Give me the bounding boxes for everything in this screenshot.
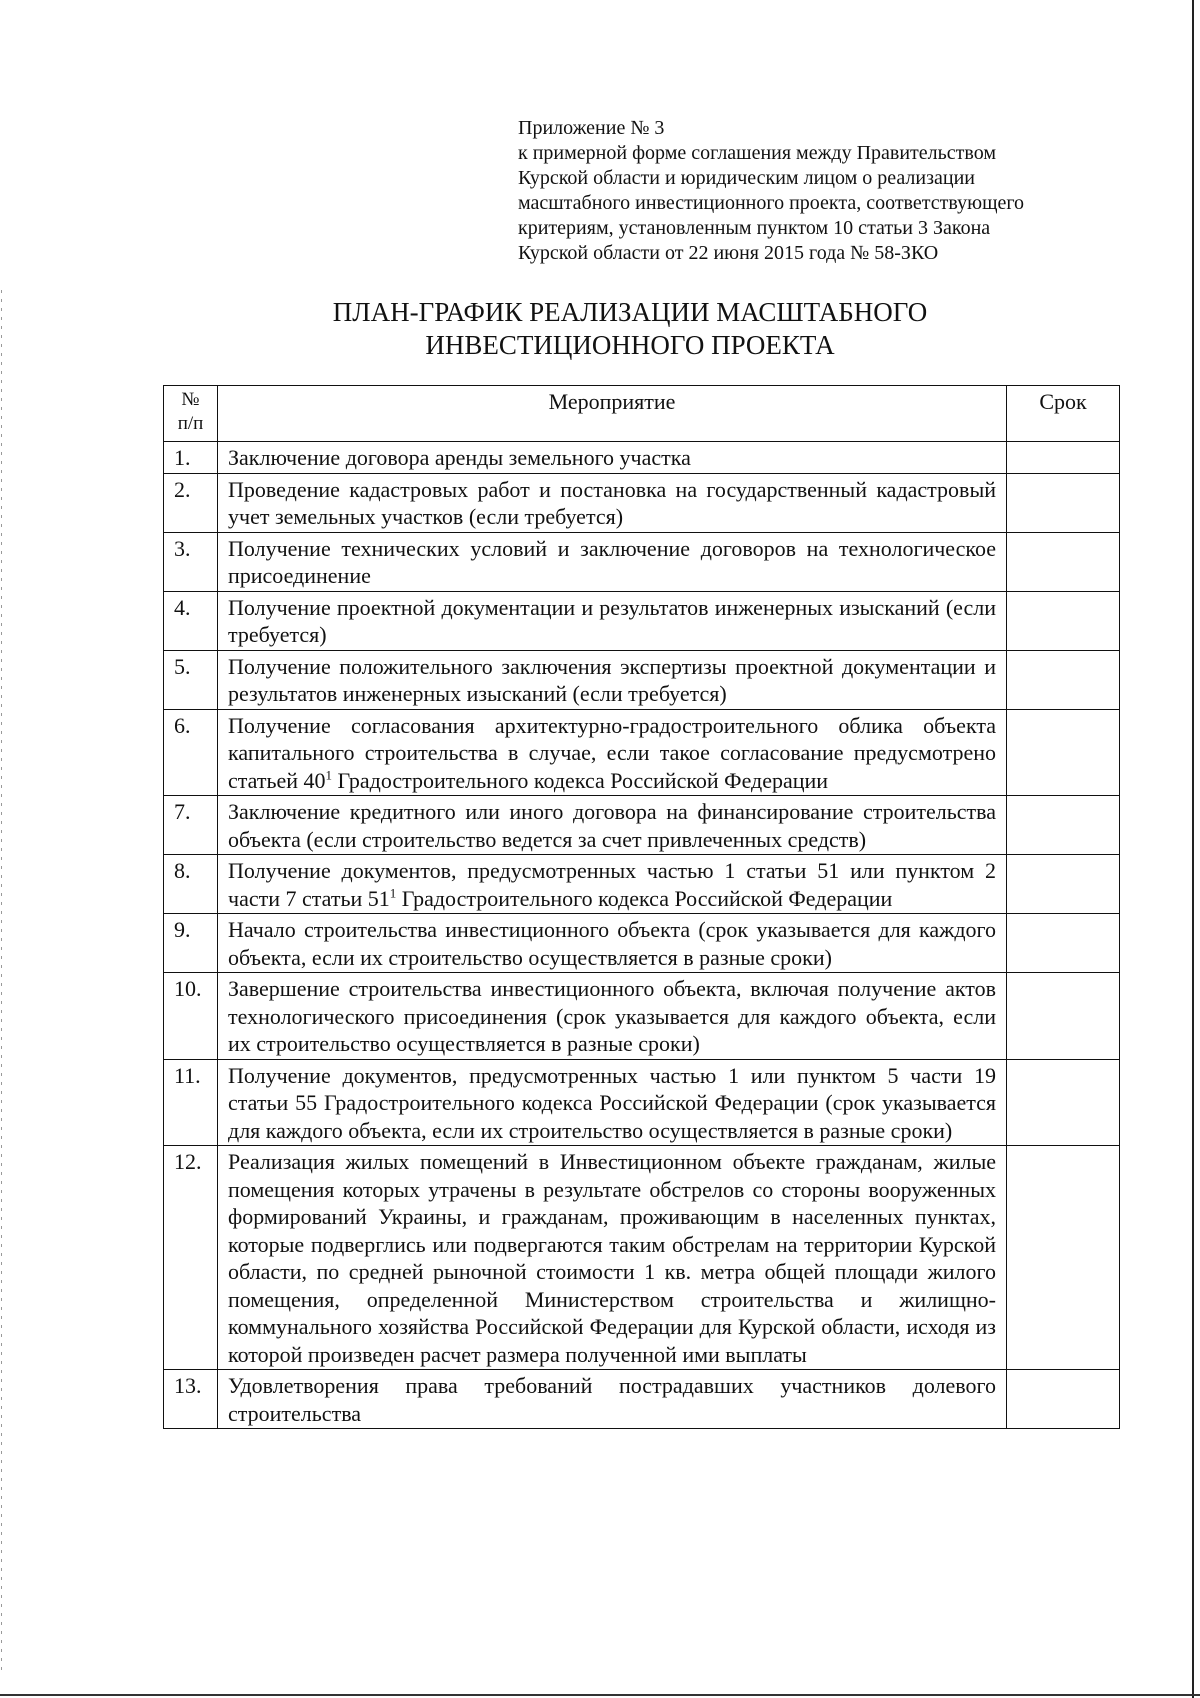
row-event xyxy=(218,855,1007,914)
header-number-sign: № xyxy=(181,389,200,410)
annex-header xyxy=(518,116,1118,266)
row-term xyxy=(1007,973,1120,1060)
row-term xyxy=(1007,442,1120,474)
superscript: 1 xyxy=(325,767,333,783)
row-event-text: Получение документов, предусмотренных частью 1 статьи 51 или пунктом 2 части 7 статьи 51 xyxy=(228,858,996,911)
title-line-1: ПЛАН-ГРАФИК РЕАЛИЗАЦИИ МАСШТАБНОГО xyxy=(332,297,928,327)
row-event: Заключение договора аренды земельного участка xyxy=(218,442,1007,474)
row-event-text: Градостроительного кодекса Российской Федерации xyxy=(396,885,893,911)
row-event: Завершение строительства инвестиционного объекта, включая получение актов технологического присоединения (срок указывается для каждого объекта, если их строительство осуществляется в разные сроки) xyxy=(218,973,1007,1060)
row-number: 3. xyxy=(164,532,218,591)
table-row xyxy=(164,532,1120,591)
row-number: 9. xyxy=(164,914,218,973)
row-event-text: Получение согласования архитектурно-градостроительного облика объекта капитального строительства в случае, если такое согласование предусмотрено статьей 40 xyxy=(228,712,996,793)
row-term xyxy=(1007,1059,1120,1146)
row-term xyxy=(1007,473,1120,532)
table-row xyxy=(164,591,1120,650)
row-term xyxy=(1007,1146,1120,1370)
scan-edge-right xyxy=(1192,0,1194,1698)
row-number: 12. xyxy=(164,1146,218,1370)
row-event: Проведение кадастровых работ и постановка на государственный кадастровый учет земельных участков (если требуется) xyxy=(218,473,1007,532)
row-number: 11. xyxy=(164,1059,218,1146)
row-event: Получение проектной документации и результатов инженерных изысканий (если требуется) xyxy=(218,591,1007,650)
row-term xyxy=(1007,855,1120,914)
document-title xyxy=(230,296,1030,362)
row-number: 5. xyxy=(164,650,218,709)
table-header-row xyxy=(164,386,1120,442)
table-row xyxy=(164,1146,1120,1370)
row-event: Получение технических условий и заключение договоров на технологическое присоединение xyxy=(218,532,1007,591)
table-row xyxy=(164,796,1120,855)
header-number xyxy=(164,386,218,442)
scan-edge-left xyxy=(1,290,2,1670)
row-event-text: Градостроительного кодекса Российской Федерации xyxy=(332,767,829,793)
row-number: 1. xyxy=(164,442,218,474)
row-term xyxy=(1007,650,1120,709)
row-term xyxy=(1007,914,1120,973)
row-number: 7. xyxy=(164,796,218,855)
table-row xyxy=(164,1370,1120,1429)
row-event: Реализация жилых помещений в Инвестиционном объекте гражданам, жилые помещения которых утрачены в результате обстрелов со стороны вооруженных формирований Украины, и гражданам, проживающим в населенных пунктах, которые подверглись или подвергаются таким обстрелам на территории Курской области, по средней рыночной стоимости 1 кв. метра общей площади жилого помещения, определенной Министерством строительства и жилищно-коммунального хозяйства Российской Федерации для Курской области, исходя из которой произведен расчет размера полученной ими выплаты xyxy=(218,1146,1007,1370)
annex-line: Курской области и юридическим лицом о реализации xyxy=(518,167,975,189)
scan-edge-bottom xyxy=(0,1694,1200,1696)
row-event xyxy=(218,709,1007,796)
table-row xyxy=(164,650,1120,709)
table-row xyxy=(164,442,1120,474)
annex-line: Курской области от 22 июня 2015 года № 58-ЗКО xyxy=(518,242,939,264)
row-event: Получение документов, предусмотренных частью 1 или пунктом 5 части 19 статьи 55 Градостроительного кодекса Российской Федерации (срок указывается для каждого объекта, если их строительство осуществляется в разные сроки) xyxy=(218,1059,1007,1146)
title-line-2: ИНВЕСТИЦИОННОГО ПРОЕКТА xyxy=(425,330,835,360)
row-term xyxy=(1007,532,1120,591)
row-number: 6. xyxy=(164,709,218,796)
header-event: Мероприятие xyxy=(218,386,1007,442)
row-term xyxy=(1007,796,1120,855)
annex-line: Приложение № 3 xyxy=(518,117,665,139)
row-event: Заключение кредитного или иного договора на финансирование строительства объекта (если строительство ведется за счет привлеченных средств) xyxy=(218,796,1007,855)
table-row xyxy=(164,1059,1120,1146)
row-term xyxy=(1007,1370,1120,1429)
row-term xyxy=(1007,591,1120,650)
annex-line: масштабного инвестиционного проекта, соответствующего xyxy=(518,192,1025,214)
plan-schedule-table xyxy=(163,385,1120,1429)
row-event: Начало строительства инвестиционного объекта (срок указывается для каждого объекта, если их строительство осуществляется в разные сроки) xyxy=(218,914,1007,973)
header-number-pp: п/п xyxy=(177,413,204,434)
header-term: Срок xyxy=(1007,386,1120,442)
row-number: 8. xyxy=(164,855,218,914)
row-term xyxy=(1007,709,1120,796)
table-row xyxy=(164,709,1120,796)
row-number: 2. xyxy=(164,473,218,532)
row-number: 4. xyxy=(164,591,218,650)
table-row xyxy=(164,473,1120,532)
table-row xyxy=(164,914,1120,973)
table-row xyxy=(164,973,1120,1060)
row-number: 10. xyxy=(164,973,218,1060)
superscript: 1 xyxy=(389,885,397,901)
table-row xyxy=(164,855,1120,914)
row-event: Получение положительного заключения экспертизы проектной документации и результатов инженерных изысканий (если требуется) xyxy=(218,650,1007,709)
annex-line: критериям, установленным пунктом 10 статьи 3 Закона xyxy=(518,217,991,239)
annex-line: к примерной форме соглашения между Правительством xyxy=(518,142,996,164)
row-event: Удовлетворения права требований пострадавших участников долевого строительства xyxy=(218,1370,1007,1429)
row-number: 13. xyxy=(164,1370,218,1429)
